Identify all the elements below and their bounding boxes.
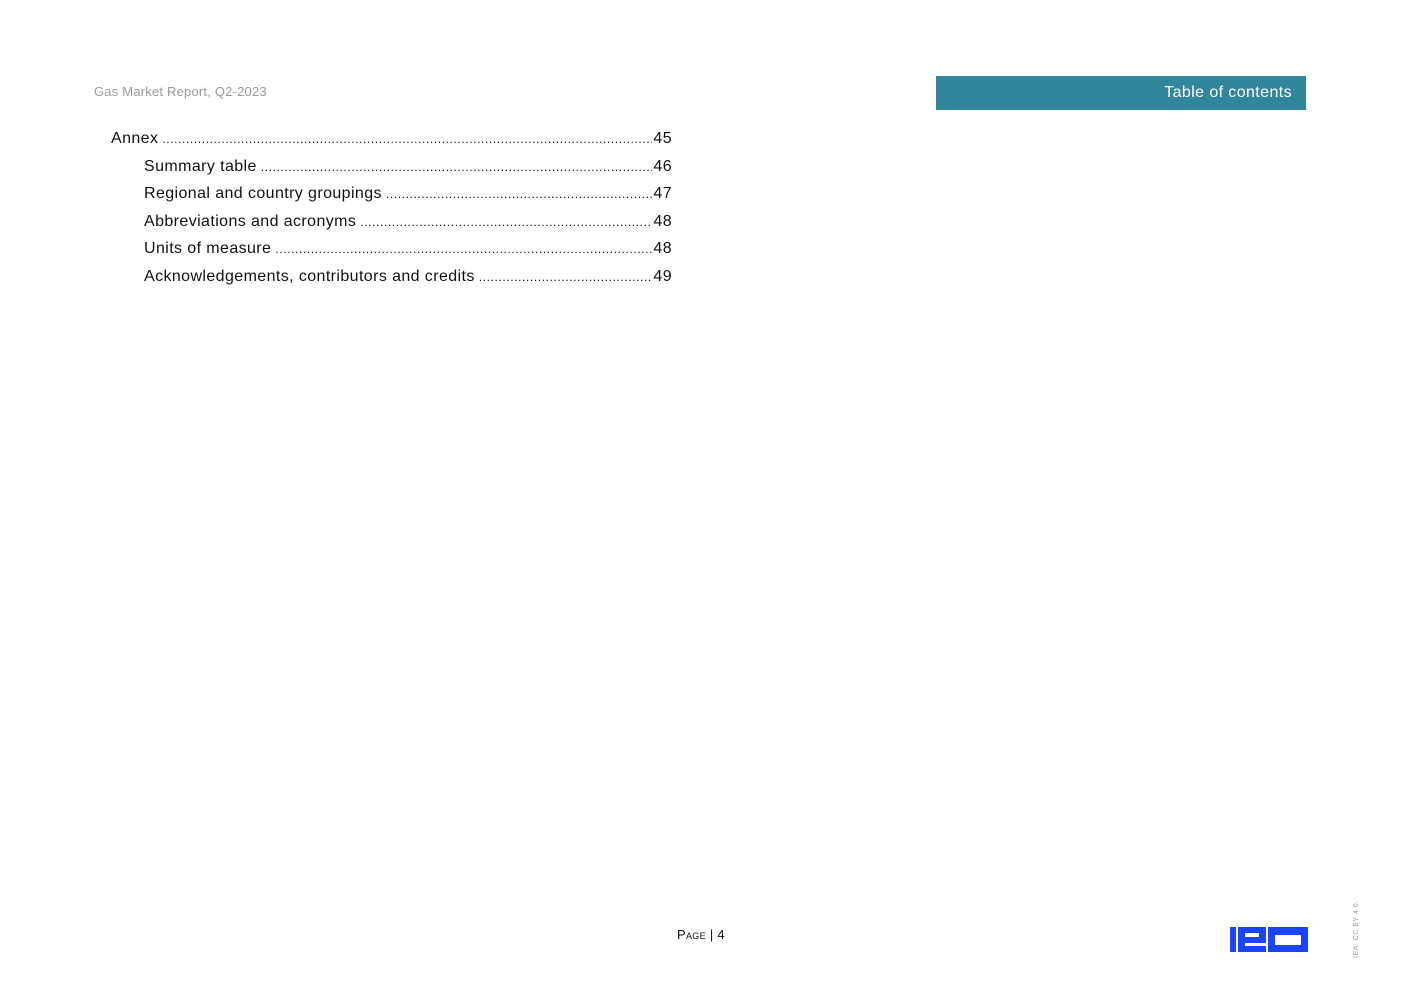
toc-entry-page: 46: [653, 157, 672, 175]
toc-entry-page: 45: [653, 130, 672, 147]
dot-leader: [360, 215, 652, 229]
section-banner: [936, 76, 1306, 110]
page-label: Page: [677, 927, 706, 942]
iea-logo: [1230, 918, 1308, 952]
page-number-footer: [677, 927, 725, 942]
toc-entry-title: Regional and country groupings: [144, 185, 386, 203]
toc-entry-title: Summary table: [144, 158, 261, 176]
toc-entry-annex[interactable]: [111, 130, 672, 158]
toc-entry-abbreviations[interactable]: [111, 213, 672, 241]
page-separator: |: [709, 927, 714, 942]
report-title: Gas Market Report, Q2-2023: [94, 84, 267, 99]
toc-entry-title: Acknowledgements, contributors and credits: [144, 268, 479, 286]
toc-entry-page: 48: [653, 212, 672, 230]
toc-entry-page: 49: [653, 267, 672, 285]
license-note: IEA. CC BY 4.0.: [1353, 900, 1360, 958]
toc-entry-units-of-measure[interactable]: [111, 240, 672, 268]
toc-entry-page: 47: [653, 185, 672, 203]
toc-entry-title: Annex: [111, 130, 162, 148]
dot-leader: [261, 160, 653, 174]
dot-leader: [162, 132, 652, 146]
section-title: Table of contents: [1164, 84, 1292, 101]
toc-entry-title: Units of measure: [144, 240, 275, 258]
page-number: 4: [717, 927, 725, 942]
table-of-contents: [111, 130, 672, 296]
dot-leader: [275, 242, 652, 256]
toc-entry-summary-table[interactable]: [111, 158, 672, 186]
dot-leader: [479, 270, 653, 284]
toc-entry-acknowledgements[interactable]: [111, 268, 672, 296]
dot-leader: [386, 187, 652, 201]
toc-entry-page: 48: [653, 240, 672, 258]
iea-logo-graphic: [1230, 918, 1308, 952]
toc-entry-title: Abbreviations and acronyms: [144, 213, 360, 231]
toc-entry-regional-groupings[interactable]: [111, 185, 672, 213]
